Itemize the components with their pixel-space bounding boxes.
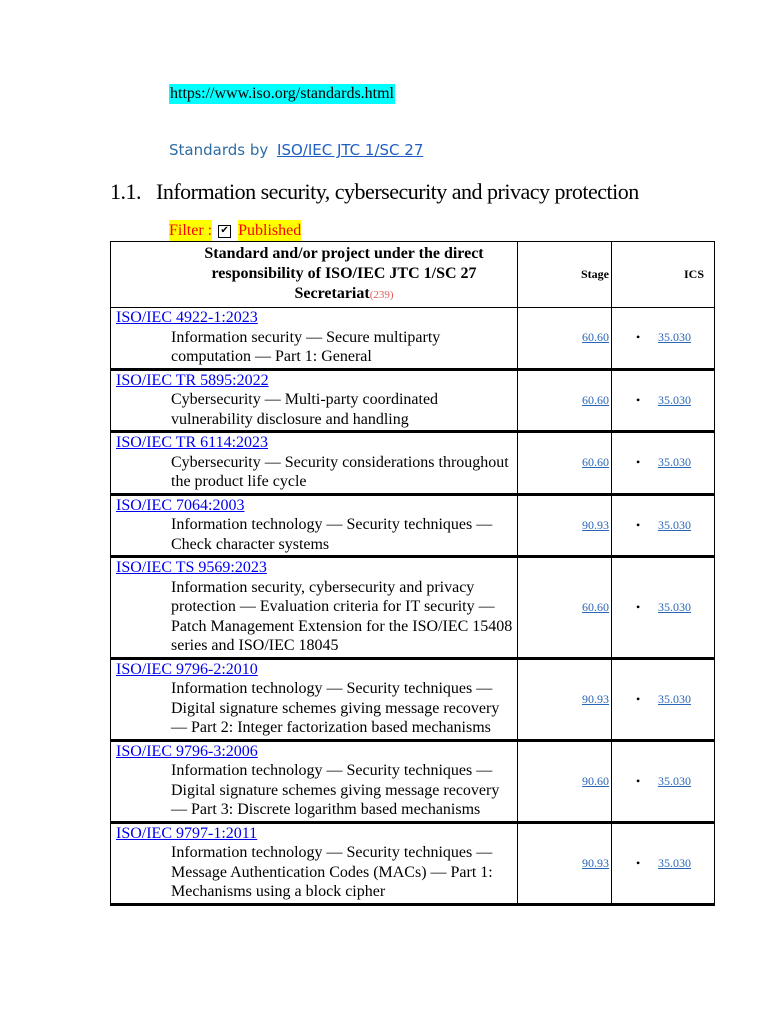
standard-title: Information technology — Security techniques — Digital signature schemes giving message recovery — Part 3: Discrete logarithm based mechanisms	[171, 762, 500, 818]
standard-cell	[111, 822, 518, 904]
standard-title: Cybersecurity — Multi-party coordinated vulnerability disclosure and handling	[171, 391, 439, 428]
ics-item	[658, 600, 714, 615]
header-count: (239)	[369, 289, 394, 301]
standard-cell	[111, 740, 518, 822]
ics-link[interactable]: 35.030	[658, 691, 691, 706]
stage-cell	[518, 822, 612, 904]
table-row	[111, 308, 715, 370]
stage-link[interactable]: 90.93	[582, 691, 609, 706]
standard-cell	[111, 658, 518, 740]
standard-title: Information security, cybersecurity and privacy protection — Evaluation criteria for IT security — Patch Management Extension for the ISO/IEC 15408 series and ISO/IEC 18045	[171, 578, 513, 654]
ics-item	[658, 330, 714, 345]
stage-link[interactable]: 60.60	[582, 392, 609, 407]
standard-cell	[111, 432, 518, 495]
ics-link[interactable]: 35.030	[658, 455, 691, 470]
source-url[interactable]: https://www.iso.org/standards.html	[170, 85, 394, 102]
stage-cell	[518, 308, 612, 370]
published-checkbox[interactable]: ✔	[218, 225, 231, 238]
table-header-row	[111, 242, 715, 308]
standards-table	[110, 241, 715, 906]
ics-list	[612, 518, 714, 533]
stage-cell	[518, 557, 612, 659]
stage-cell	[518, 369, 612, 432]
ics-cell	[612, 557, 715, 659]
ics-list	[612, 330, 714, 345]
table-row	[111, 432, 715, 495]
table-body	[111, 308, 715, 905]
section-number: 1.1.	[110, 179, 141, 204]
standard-cell	[111, 308, 518, 370]
filter-label: Filter :	[169, 222, 213, 239]
stage-cell	[518, 740, 612, 822]
ics-item	[658, 856, 714, 871]
standard-ref-link[interactable]: ISO/IEC 7064:2003	[116, 496, 245, 514]
ics-list	[612, 600, 714, 615]
ics-link[interactable]: 35.030	[658, 392, 691, 407]
filter-bar	[169, 221, 301, 241]
table-row	[111, 557, 715, 659]
ics-cell	[612, 308, 715, 370]
header-title-cell	[111, 242, 518, 308]
standard-title: Cybersecurity — Security considerations throughout the product life cycle	[171, 453, 509, 490]
ics-list	[612, 393, 714, 408]
standard-title: Information technology — Security techniques — Check character systems	[171, 516, 493, 553]
ics-link[interactable]: 35.030	[658, 773, 691, 788]
ics-cell	[612, 658, 715, 740]
ics-link[interactable]: 35.030	[658, 517, 691, 532]
standard-title: Information technology — Security techniques — Message Authentication Codes (MACs) — Part 1: Mechanisms using a block cipher	[171, 844, 493, 900]
ics-cell	[612, 369, 715, 432]
stage-cell	[518, 658, 612, 740]
standard-title: Information security — Secure multiparty computation — Part 1: General	[171, 328, 441, 365]
standards-by-line	[169, 140, 423, 160]
standard-ref-link[interactable]: ISO/IEC TR 5895:2022	[116, 371, 269, 389]
ics-link[interactable]: 35.030	[658, 599, 691, 614]
ics-cell	[612, 494, 715, 557]
table-row	[111, 494, 715, 557]
standard-ref-link[interactable]: ISO/IEC 9796-2:2010	[116, 660, 258, 678]
stage-cell	[518, 432, 612, 495]
standard-cell	[111, 369, 518, 432]
ics-cell	[612, 822, 715, 904]
standard-cell	[111, 557, 518, 659]
filter-option-published: Published	[238, 222, 302, 239]
ics-item	[658, 692, 714, 707]
standard-ref-link[interactable]: ISO/IEC 9797-1:2011	[116, 824, 258, 842]
ics-item	[658, 518, 714, 533]
section-title: Information security, cybersecurity and privacy protection	[156, 179, 639, 204]
standard-ref-link[interactable]: ISO/IEC 4922-1:2023	[116, 309, 258, 326]
header-title: Standard and/or project under the direct responsibility of ISO/IEC JTC 1/SC 27 Secretariat	[204, 245, 484, 302]
section-heading	[110, 178, 639, 206]
table-row	[111, 369, 715, 432]
standards-by-prefix: Standards by	[169, 141, 269, 159]
stage-link[interactable]: 90.93	[582, 855, 609, 870]
stage-link[interactable]: 60.60	[582, 455, 609, 470]
table-row	[111, 658, 715, 740]
ics-list	[612, 692, 714, 707]
standard-title: Information technology — Security techniques — Digital signature schemes giving message recovery — Part 2: Integer factorization based mechanisms	[171, 680, 500, 736]
standard-ref-link[interactable]: ISO/IEC TS 9569:2023	[116, 559, 267, 576]
stage-link[interactable]: 90.60	[582, 773, 609, 788]
committee-link[interactable]: ISO/IEC JTC 1/SC 27	[277, 141, 424, 159]
standard-ref-link[interactable]: ISO/IEC TR 6114:2023	[116, 434, 269, 451]
ics-item	[658, 455, 714, 470]
ics-item	[658, 774, 714, 789]
ics-list	[612, 856, 714, 871]
stage-link[interactable]: 60.60	[582, 330, 609, 345]
ics-cell	[612, 740, 715, 822]
stage-link[interactable]: 90.93	[582, 517, 609, 532]
standard-cell	[111, 494, 518, 557]
header-stage: Stage	[518, 242, 612, 308]
ics-item	[658, 393, 714, 408]
ics-list	[612, 774, 714, 789]
ics-cell	[612, 432, 715, 495]
table-row	[111, 740, 715, 822]
standard-ref-link[interactable]: ISO/IEC 9796-3:2006	[116, 742, 258, 760]
table-row	[111, 822, 715, 904]
header-ics: ICS	[612, 242, 715, 308]
ics-link[interactable]: 35.030	[658, 855, 691, 870]
stage-link[interactable]: 60.60	[582, 599, 609, 614]
ics-link[interactable]: 35.030	[658, 330, 691, 345]
ics-list	[612, 455, 714, 470]
stage-cell	[518, 494, 612, 557]
